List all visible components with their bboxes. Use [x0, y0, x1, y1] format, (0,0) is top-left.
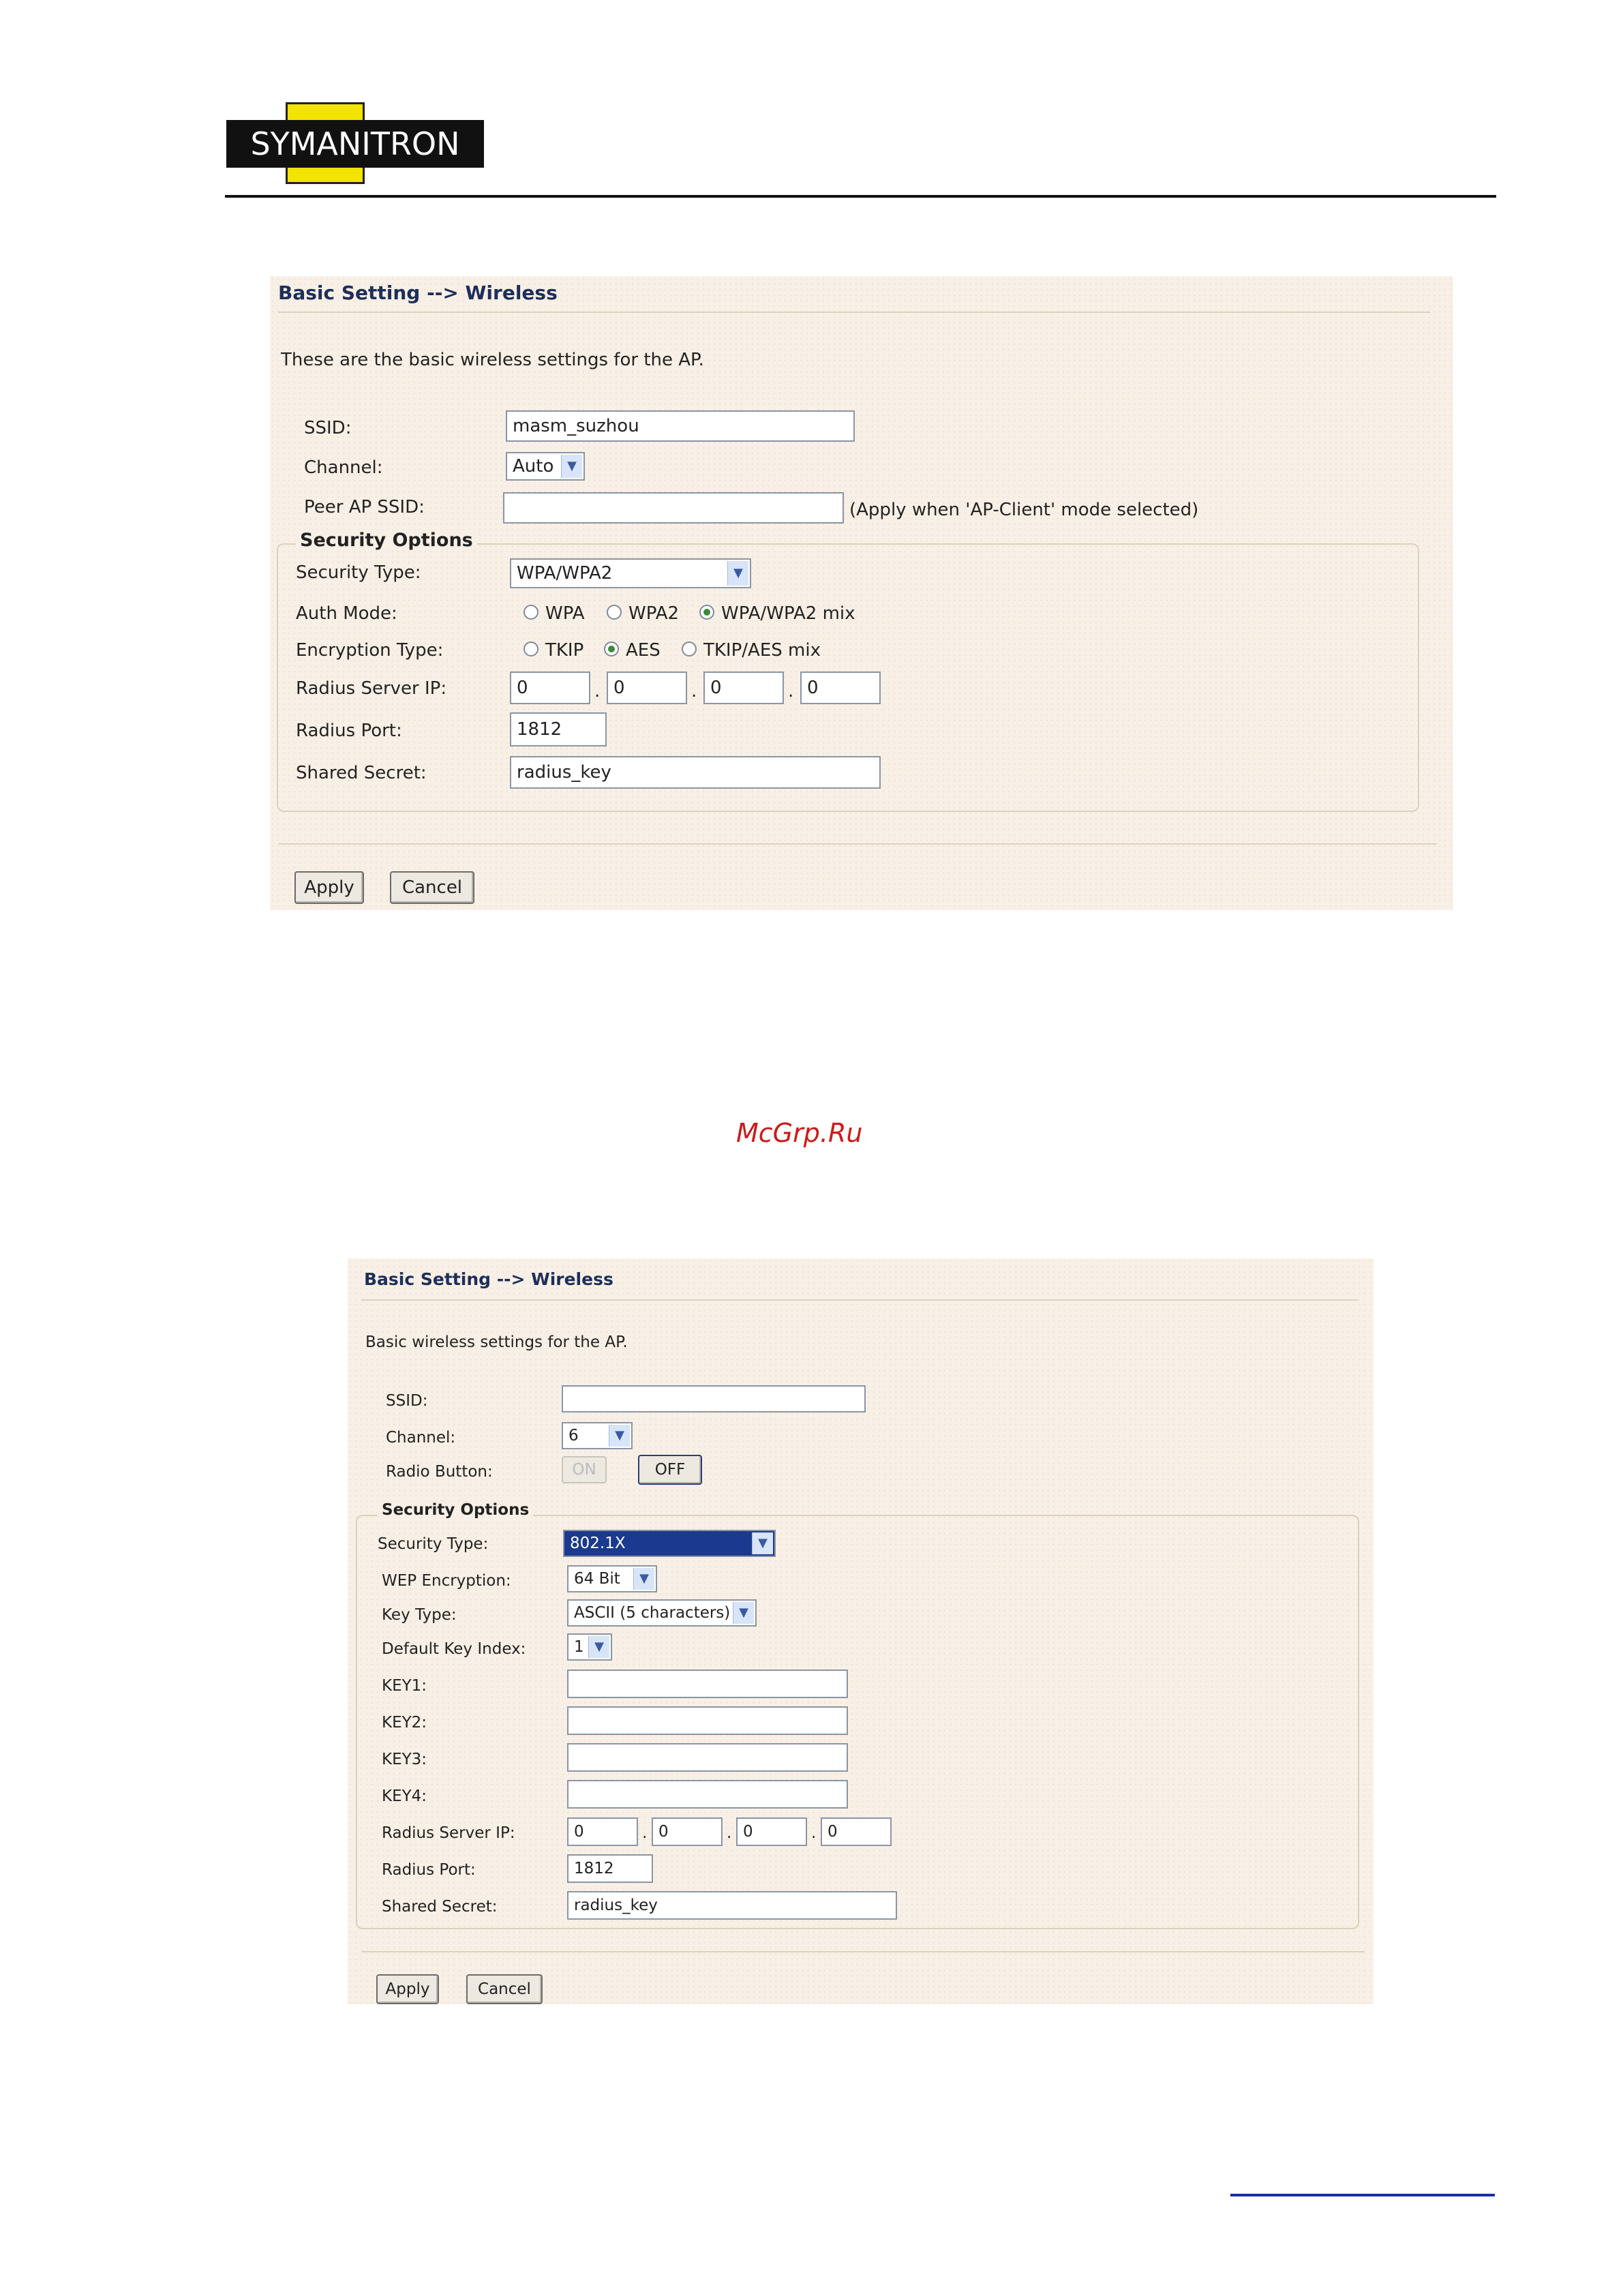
radius-ip-octet-1[interactable]: 0 [567, 1817, 638, 1846]
chevron-down-icon[interactable]: ▼ [561, 455, 582, 478]
security-type-select[interactable] [510, 558, 751, 588]
chevron-down-icon[interactable]: ▼ [752, 1532, 773, 1554]
ip-dot: . [594, 681, 601, 701]
logo-text: SYMANITRON [250, 125, 460, 162]
radius-ip-octet-4[interactable]: 0 [800, 671, 881, 704]
default-key-index-label: Default Key Index: [382, 1640, 526, 1658]
key2-label: KEY2: [382, 1714, 427, 1732]
shared-secret-label: Shared Secret: [382, 1898, 498, 1916]
channel-label: Channel: [304, 457, 383, 478]
security-type-label: Security Type: [378, 1535, 489, 1553]
radius-ip-octet-3[interactable]: 0 [736, 1817, 807, 1846]
encryption-tkip-label: TKIP [545, 640, 584, 661]
footer-link-underline [1230, 2194, 1495, 2196]
key-type-select[interactable] [567, 1599, 757, 1627]
ip-dot: . [727, 1824, 732, 1842]
shared-secret-input[interactable]: radius_key [567, 1891, 897, 1920]
radius-port-label: Radius Port: [382, 1861, 476, 1879]
channel-select[interactable] [562, 1422, 633, 1449]
symanitron-logo [226, 102, 484, 184]
ssid-label: SSID: [386, 1392, 428, 1410]
channel-value: 6 [568, 1427, 579, 1445]
peer-ap-ssid-label: Peer AP SSID: [304, 497, 425, 517]
key3-label: KEY3: [382, 1751, 427, 1768]
auth-mode-wpa-label: WPA [545, 603, 585, 624]
radius-server-ip-label: Radius Server IP: [382, 1824, 515, 1842]
chevron-down-icon[interactable]: ▼ [733, 1602, 754, 1624]
default-key-index-value: 1 [574, 1638, 584, 1656]
wireless-settings-panel-2 [348, 1258, 1374, 2004]
watermark: McGrp.Ru [736, 1118, 863, 1148]
security-type-value: WPA/WPA2 [517, 563, 613, 584]
key2-input[interactable] [567, 1706, 848, 1735]
ip-dot: . [691, 681, 697, 701]
ssid-input[interactable] [562, 1385, 866, 1413]
page-title: Basic Setting --> Wireless [364, 1269, 613, 1289]
security-type-select[interactable] [563, 1530, 776, 1557]
chevron-down-icon[interactable]: ▼ [588, 1636, 609, 1658]
title-divider [278, 312, 1430, 313]
chevron-down-icon[interactable]: ▼ [633, 1568, 654, 1590]
ip-dot: . [788, 681, 794, 701]
encryption-mix-radio[interactable] [682, 641, 697, 656]
radius-port-input[interactable]: 1812 [510, 712, 607, 746]
radius-ip-octet-2[interactable]: 0 [652, 1817, 723, 1846]
wep-encryption-select[interactable] [567, 1565, 657, 1592]
wep-encryption-value: 64 Bit [574, 1570, 620, 1588]
radius-ip-octet-3[interactable]: 0 [703, 671, 784, 704]
security-options-legend: Security Options [378, 1501, 533, 1519]
radius-ip-octet-4[interactable]: 0 [821, 1817, 892, 1846]
ssid-label: SSID: [304, 418, 352, 438]
radius-ip-octet-2[interactable]: 0 [607, 671, 687, 704]
wireless-settings-panel-1 [270, 276, 1453, 910]
radio-off-button[interactable]: OFF [638, 1455, 702, 1485]
key-type-value: ASCII (5 characters) [574, 1604, 731, 1622]
wep-encryption-label: WEP Encryption: [382, 1572, 511, 1590]
chevron-down-icon[interactable]: ▼ [609, 1425, 630, 1447]
radius-server-ip-label: Radius Server IP: [296, 678, 447, 699]
auth-mode-wpa2-radio[interactable] [607, 605, 622, 620]
page-description: These are the basic wireless settings for the AP. [281, 350, 704, 370]
auth-mode-wpa-radio[interactable] [524, 605, 539, 620]
page-title: Basic Setting --> Wireless [278, 282, 558, 304]
ip-dot: . [811, 1824, 817, 1842]
auth-mode-mix-label: WPA/WPA2 mix [721, 603, 855, 624]
encryption-mix-label: TKIP/AES mix [703, 640, 821, 661]
key3-input[interactable] [567, 1743, 848, 1772]
key-type-label: Key Type: [382, 1606, 457, 1624]
cancel-button[interactable]: Cancel [466, 1974, 543, 2004]
key4-label: KEY4: [382, 1787, 427, 1805]
encryption-type-label: Encryption Type: [296, 640, 444, 661]
cancel-button[interactable]: Cancel [390, 871, 474, 904]
channel-value: Auto [513, 456, 554, 477]
key4-input[interactable] [567, 1780, 848, 1809]
encryption-aes-label: AES [626, 640, 661, 661]
ssid-input[interactable]: masm_suzhou [506, 410, 855, 442]
title-divider [361, 1299, 1358, 1301]
encryption-aes-radio[interactable] [604, 641, 619, 656]
apply-button[interactable]: Apply [376, 1974, 439, 2004]
auth-mode-mix-radio[interactable] [699, 605, 714, 620]
peer-ap-ssid-input[interactable] [503, 492, 844, 524]
peer-ap-note: (Apply when 'AP-Client' mode selected) [849, 500, 1199, 520]
default-key-index-select[interactable] [567, 1633, 612, 1661]
radio-button-label: Radio Button: [386, 1463, 493, 1481]
radius-port-input[interactable]: 1812 [567, 1854, 653, 1883]
channel-label: Channel: [386, 1429, 456, 1447]
encryption-tkip-radio[interactable] [524, 641, 539, 656]
chevron-down-icon[interactable]: ▼ [727, 561, 748, 586]
security-options-legend: Security Options [296, 530, 477, 551]
radius-port-label: Radius Port: [296, 721, 402, 741]
key1-input[interactable] [567, 1670, 848, 1698]
auth-mode-label: Auth Mode: [296, 603, 397, 624]
security-type-label: Security Type: [296, 562, 421, 583]
security-type-value: 802.1X [570, 1535, 626, 1552]
ip-dot: . [642, 1824, 648, 1842]
channel-select[interactable] [506, 452, 585, 481]
footer-divider [361, 1951, 1365, 1952]
shared-secret-label: Shared Secret: [296, 763, 427, 783]
footer-divider [278, 843, 1437, 845]
header-divider [225, 195, 1496, 198]
shared-secret-input[interactable]: radius_key [510, 756, 881, 789]
radio-on-button[interactable]: ON [562, 1456, 607, 1483]
key1-label: KEY1: [382, 1677, 427, 1695]
auth-mode-wpa2-label: WPA2 [628, 603, 680, 624]
page-description: Basic wireless settings for the AP. [365, 1333, 628, 1351]
radius-ip-octet-1[interactable]: 0 [510, 671, 590, 704]
apply-button[interactable]: Apply [294, 871, 364, 904]
